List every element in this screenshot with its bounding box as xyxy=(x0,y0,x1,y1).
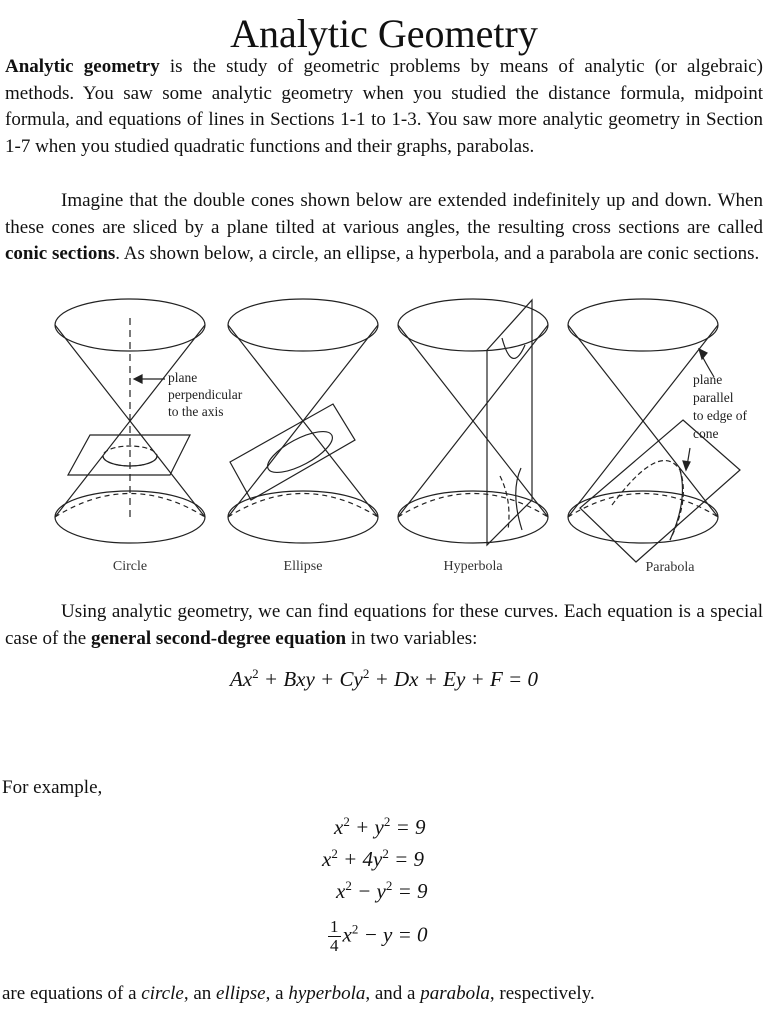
eq-part-1: Ax xyxy=(230,667,253,691)
eq-part-2: + Bxy + Cy xyxy=(258,667,363,691)
caption-circle: Circle xyxy=(112,559,148,574)
parabola-note-line-4: cone xyxy=(693,426,719,441)
closing-t2: , an xyxy=(183,983,217,1004)
ex1-a: x xyxy=(334,815,344,839)
cones-paragraph xyxy=(5,188,763,268)
closing-ellipse: ellipse xyxy=(216,983,266,1004)
general-text-after: in two variables: xyxy=(346,627,478,649)
ex2-b: + 4y xyxy=(337,847,383,871)
ex1-b: + y xyxy=(349,815,384,839)
ex1-e2: 2 xyxy=(383,814,391,829)
fraction-one-quarter xyxy=(328,918,341,955)
ex1-e1: 2 xyxy=(343,814,350,829)
example-lead: For example, xyxy=(2,777,103,798)
example-equation-ellipse xyxy=(322,846,424,872)
ex2-a: x xyxy=(322,847,332,871)
parabola-note-line-2: parallel xyxy=(693,390,734,405)
intro-paragraph xyxy=(5,54,763,160)
eq-exp-2: 2 xyxy=(362,666,370,681)
closing-parabola: parabola xyxy=(420,983,490,1004)
caption-hyperbola: Hyperbola xyxy=(443,559,503,574)
example-equation-circle xyxy=(334,814,426,840)
conic-sections-figure xyxy=(40,292,768,582)
eq-exp-1: 2 xyxy=(252,666,259,681)
ex4-b: − y = 0 xyxy=(358,922,428,947)
circle-note-line-3: to the axis xyxy=(168,404,224,419)
ex3-e1: 2 xyxy=(345,878,352,893)
general-equation-paragraph xyxy=(5,599,763,652)
eq-part-3: + Dx + Ey + F = 0 xyxy=(369,667,538,691)
closing-t3: , a xyxy=(265,983,289,1004)
ex2-e1: 2 xyxy=(331,846,338,861)
page-title: Analytic Geometry xyxy=(230,11,538,56)
ex4-e1: 2 xyxy=(351,921,359,937)
general-equation xyxy=(0,666,768,692)
ex3-a: x xyxy=(336,879,346,903)
closing-t5: , respectively. xyxy=(489,983,595,1004)
closing-sentence xyxy=(2,981,764,1008)
parabola-note-line-3: to edge of xyxy=(693,408,747,423)
cones-text-before: Imagine that the double cones shown below are extended indefinitely up and down. When these cones are sliced by a plane tilted at various angles, the resulting cross sections are called xyxy=(5,190,763,238)
ex3-c: = 9 xyxy=(392,879,428,903)
term-general-second-degree-equation: general second-degree equation xyxy=(90,627,347,649)
cones-text-after: . As shown below, a circle, an ellipse, a hyperbola, and a parabola are conic sections. xyxy=(115,243,760,264)
parabola-note-line-1: plane xyxy=(693,372,723,387)
ex2-c: = 9 xyxy=(388,847,424,871)
example-equation-parabola xyxy=(328,918,428,955)
ex3-b: − y xyxy=(351,879,386,903)
ex3-e2: 2 xyxy=(385,878,393,893)
circle-note-line-1: plane xyxy=(168,370,198,385)
fraction-denominator: 4 xyxy=(330,936,339,955)
example-equation-hyperbola xyxy=(336,878,428,904)
circle-note-line-2: perpendicular xyxy=(168,387,243,402)
caption-ellipse: Ellipse xyxy=(283,559,323,574)
ex4-a: x xyxy=(342,922,352,947)
fraction-numerator: 1 xyxy=(330,917,339,936)
term-conic-sections: conic sections xyxy=(5,243,116,264)
cone-circle xyxy=(55,299,205,543)
intro-text: is the study of geometric problems by means of analytic (or algebraic) methods. You saw some analytic geometry when you studied the distance formula, midpoint formula, and equations of lines in Sections 1-1 to 1-3. You saw more analytic geometry in Section 1-7 when you studied quadratic functions and their graphs, parabolas. xyxy=(5,56,763,157)
closing-hyperbola: hyperbola xyxy=(288,983,366,1004)
cone-hyperbola xyxy=(398,299,548,545)
cone-ellipse xyxy=(228,299,378,543)
closing-t1: are equations of a xyxy=(2,983,142,1004)
ex1-c: = 9 xyxy=(390,815,426,839)
closing-t4: , and a xyxy=(365,983,421,1004)
term-analytic-geometry: Analytic geometry xyxy=(5,56,160,77)
ex2-e2: 2 xyxy=(382,846,389,861)
closing-circle: circle xyxy=(141,983,184,1004)
caption-parabola: Parabola xyxy=(645,560,695,575)
general-text-before: Using analytic geometry, we can find equations for these curves. Each equation is a special case of the xyxy=(5,601,763,649)
